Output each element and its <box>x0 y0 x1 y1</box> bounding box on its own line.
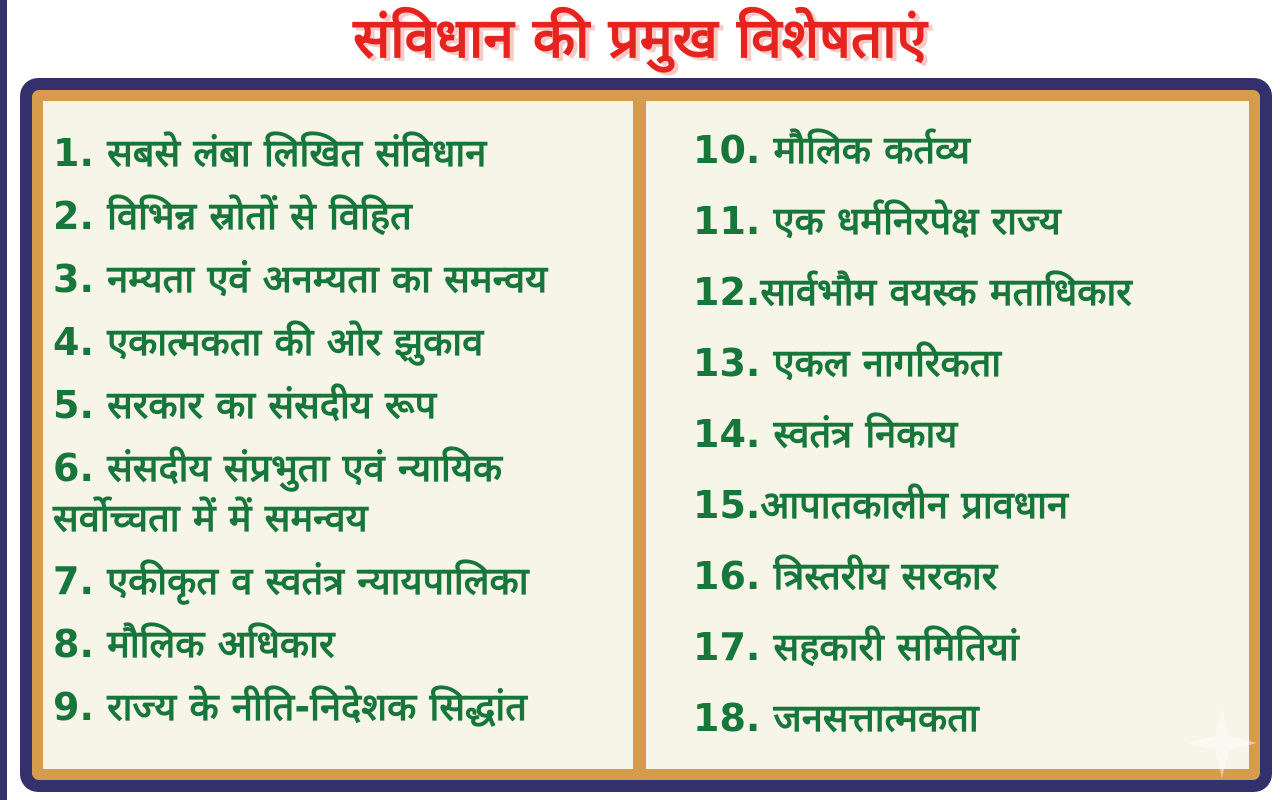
list-item: 9. राज्य के नीति-निदेशक सिद्धांत <box>53 685 527 729</box>
list-item: 2. विभिन्न स्रोतों से विहित <box>53 194 412 238</box>
list-item: 14. स्वतंत्र निकाय <box>693 412 958 456</box>
left-column <box>43 101 633 769</box>
list-item: 15.आपातकालीन प्रावधान <box>693 483 1069 527</box>
list-item: 11. एक धर्मनिरपेक्ष राज्य <box>693 199 1061 243</box>
list-item: 18. जनसत्तात्मकता <box>693 696 979 740</box>
list-item: 7. एकीकृत व स्वतंत्र न्यायपालिका <box>53 559 529 603</box>
list-item: 1. सबसे लंबा लिखित संविधान <box>53 131 487 175</box>
list-item: 4. एकात्मकता की ओर झुकाव <box>53 320 484 364</box>
list-item: 16. त्रिस्तरीय सरकार <box>693 554 998 598</box>
list-item: 8. मौलिक अधिकार <box>53 622 335 666</box>
list-item: 6. संसदीय संप्रभुता एवं न्यायिक सर्वोच्चता में में समन्वय <box>53 446 503 540</box>
list-item: 12.सार्वभौम वयस्क मताधिकार <box>693 270 1132 314</box>
list-item: 17. सहकारी समितियां <box>693 625 1019 669</box>
list-item: 10. मौलिक कर्तव्य <box>693 128 971 172</box>
column-divider <box>633 101 646 769</box>
list-item: 3. नम्यता एवं अनम्यता का समन्वय <box>53 257 548 301</box>
page-title: संविधान की प्रमुख विशेषताएं <box>353 6 927 70</box>
panel-gold-border <box>32 90 1260 780</box>
right-column <box>646 101 1249 769</box>
list-item: 5. सरकार का संसदीय रूप <box>53 383 437 427</box>
list-item: 13. एकल नागरिकता <box>693 341 1002 385</box>
features-panel <box>20 78 1272 792</box>
panel-content <box>43 101 1249 769</box>
left-edge-strip <box>0 0 7 800</box>
